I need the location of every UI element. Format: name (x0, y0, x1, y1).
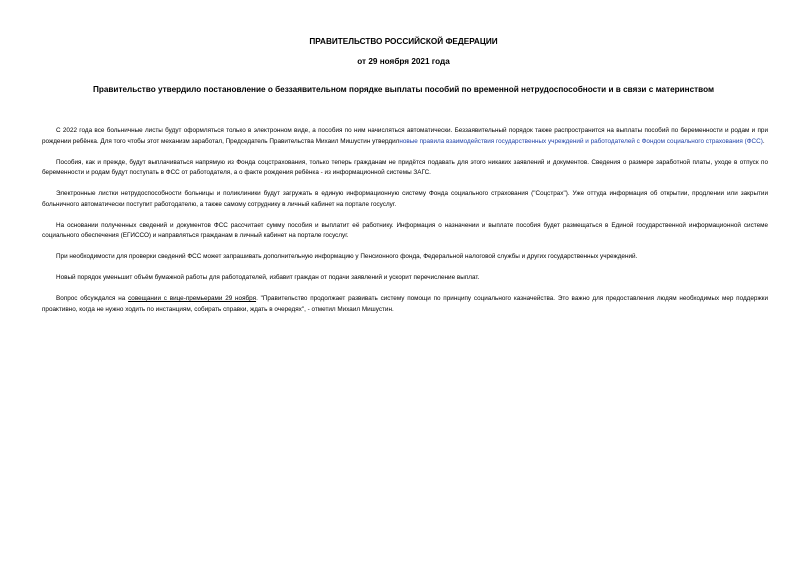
paragraph-2: Пособия, как и прежде, будут выплачиваться напрямую из Фонда соцстрахования, только теперь гражданам не придётся подавать для этого никаких заявлений и документов. Сведения о размере заработной платы, уходе в отпуск по беременности и родам будут поступать в ФСС от работодателя, а о факте рождения ребёнка - из информационной системы ЗАГС. (42, 158, 768, 176)
document-title: Правительство утвердило постановление о беззаявительном порядке выплаты пособий по временной нетрудоспособности и в связи с материнством (92, 85, 715, 94)
document-body (42, 126, 768, 326)
meeting-link[interactable]: совещании с вице-премьерами 29 ноября (128, 295, 257, 302)
paragraph-4: На основании полученных сведений и документов ФСС рассчитает сумму пособия и выплатит её работнику. Информация о назначении и выплате пособия будет размещаться в Единой государственной информационной системе социального обеспечения (ЕГИССО) и направляться гражданам в личный кабинет на портале госуслуг. (42, 221, 768, 239)
paragraph-3: Электронные листки нетрудоспособности больницы и поликлиники будут загружать в единую информационную систему Фонда социального страхования ("Соцстрах"). Уже оттуда информация об открытии, продлении или закрытии больничного автоматически поступит работодателю, а также самому сотруднику в личный кабинет на портале госуслуг. (42, 190, 768, 208)
paragraph-1-text: С 2022 года все больничные листы будут оформляться только в электронном виде, а пособия по ним начисляться автоматически. Беззаявительный порядок также распространится на выплаты пособий по беременности и родам и при рождении ребёнка. Для того чтобы этот механизм заработал, Председатель Правительства Михаил Мишустин утвердил (42, 127, 768, 145)
paragraph-7-end: . "Правительство продолжает развивать систему помощи по принципу социального казначейства. Это важно для предоставления людям необходимых мер поддержки проактивно, когда не нужно ходить по инстанциям, собирать справки, ждать в очередях", - отметил Михаил Мишустин. (42, 295, 769, 313)
paragraph-6: Новый порядок уменьшит объём бумажной работы для работодателей, избавит граждан от подачи заявлений и ускорит перечисление выплат. (56, 274, 480, 281)
paragraph-1-end: . (762, 137, 765, 145)
paragraph-7-start: Вопрос обсуждался на (56, 295, 126, 302)
rules-link[interactable]: новые правила взаимодействия государственных учреждений и работодателей с Фондом социального страхования (ФСС) (399, 137, 763, 145)
organization-heading: ПРАВИТЕЛЬСТВО РОССИЙСКОЙ ФЕДЕРАЦИИ (309, 37, 498, 46)
document-date: от 29 ноября 2021 года (357, 57, 450, 66)
paragraph-1 (42, 126, 768, 147)
paragraph-5: При необходимости для проверки сведений ФСС может запрашивать дополнительную информацию у Пенсионного фонда, Федеральной налоговой службы и других государственных учреждений. (56, 253, 638, 260)
paragraph-7 (42, 294, 768, 315)
